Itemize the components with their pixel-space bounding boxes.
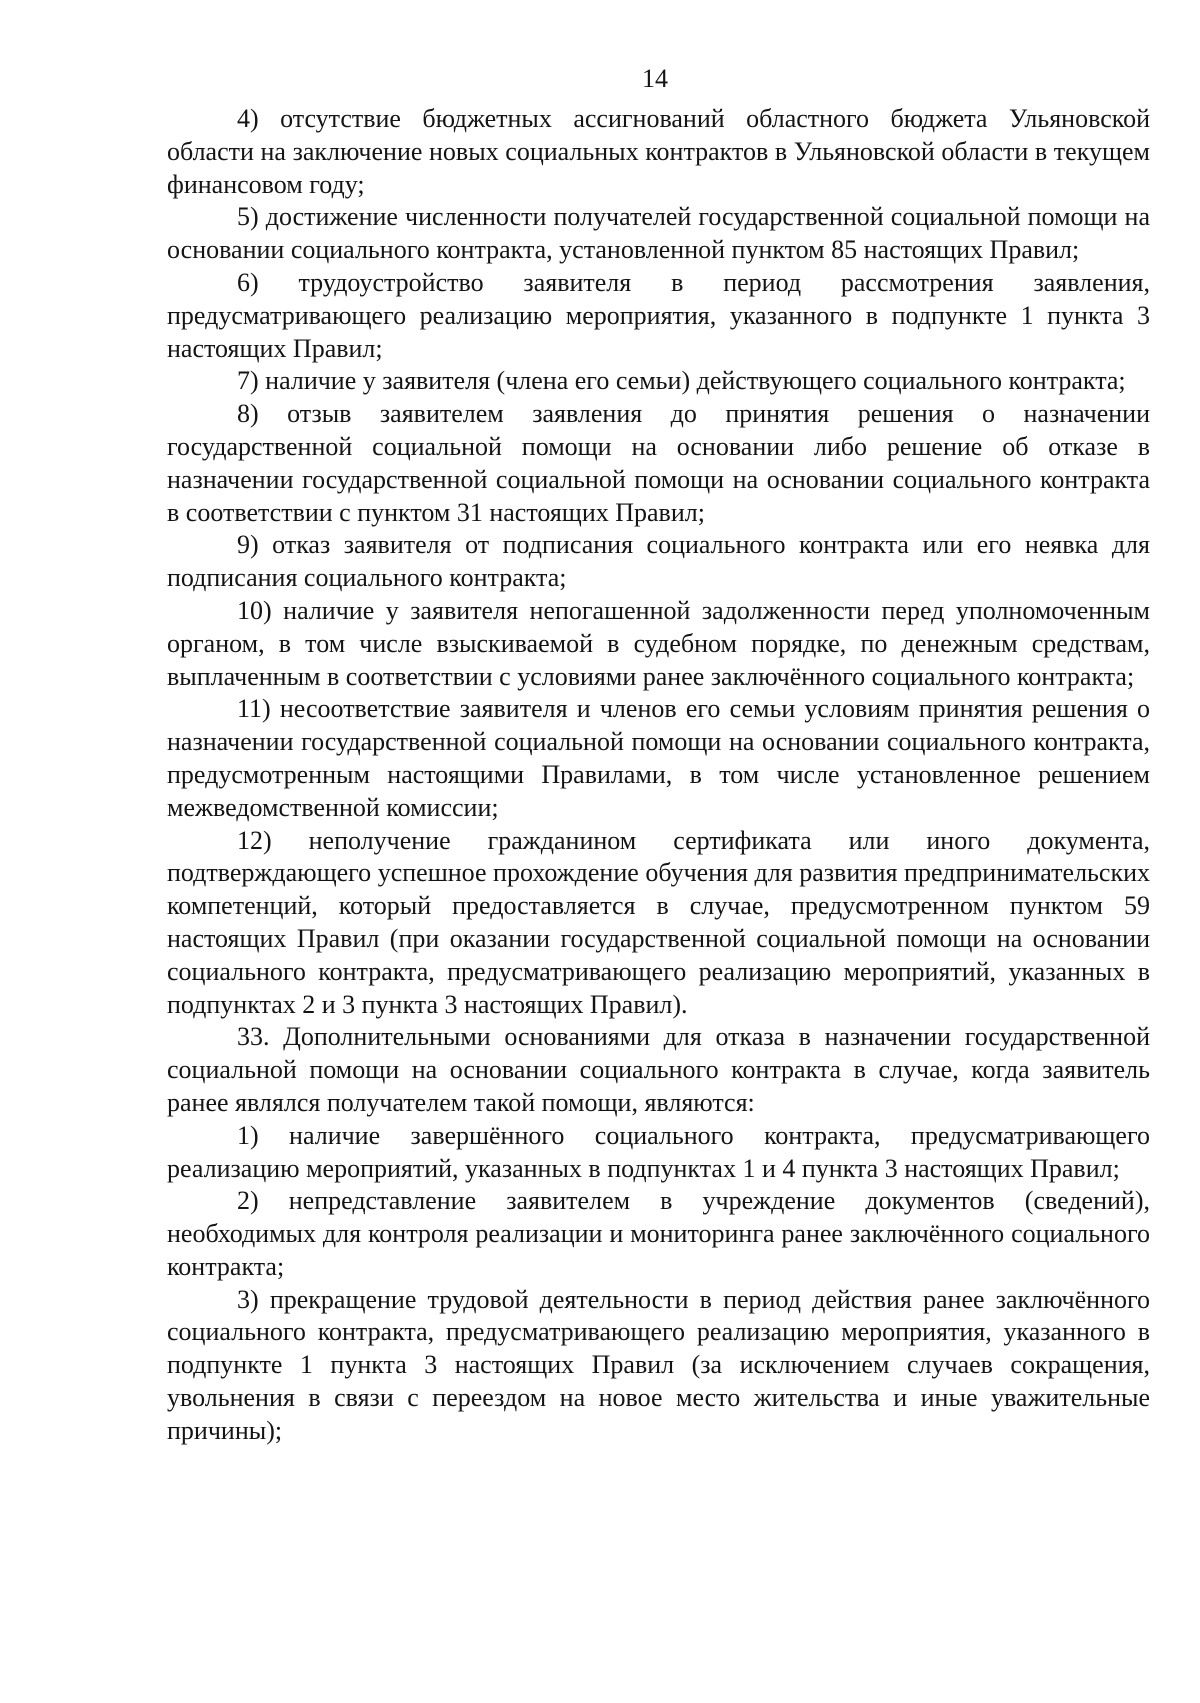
page-number: 14 — [642, 64, 668, 93]
paragraph-item-4: 4) отсутствие бюджетных ассигнований областного бюджета Ульяновской области на заключение новых социальных контрактов в Ульяновской области в текущем финансовом году; — [167, 104, 1150, 199]
paragraph-item-9: 9) отказ заявителя от подписания социального контракта или его неявка для подписания социального контракта; — [167, 530, 1150, 593]
paragraph-section-33-item-3: 3) прекращение трудовой деятельности в период действия ранее заключённого социального контракта, предусматривающего реализацию мероприятия, указанного в подпункте 1 пункта 3 настоящих Правил (за исключением случаев сокращения, увольнения в связи с переездом на новое место жительства и иные уважительные причины); — [167, 1284, 1150, 1445]
document-body — [167, 103, 1150, 1448]
paragraph-section-33-item-2: 2) непредставление заявителем в учреждение документов (сведений), необходимых для контроля реализации и мониторинга ранее заключённого социального контракта; — [167, 1186, 1150, 1281]
paragraph-item-6: 6) трудоустройство заявителя в период рассмотрения заявления, предусматривающего реализацию мероприятия, указанного в подпункте 1 пункта 3 настоящих Правил; — [167, 267, 1150, 363]
paragraph-item-8: 8) отзыв заявителем заявления до принятия решения о назначении государственной социальной помощи на основании либо решение об отказе в назначении государственной социальной помощи на основании социального контракта в соответствии с пунктом 31 настоящих Правил; — [167, 399, 1150, 527]
paragraph-section-33-item-1: 1) наличие завершённого социального контракта, предусматривающего реализацию мероприятий, указанных в подпунктах 1 и 4 пункта 3 настоящих Правил; — [167, 1120, 1150, 1183]
paragraph-item-5: 5) достижение численности получателей государственной социальной помощи на основании социального контракта, установленной пунктом 85 настоящих Правил; — [167, 202, 1150, 265]
paragraph-section-33: 33. Дополнительными основаниями для отказа в назначении государственной социальной помощи на основании социального контракта в случае, когда заявитель ранее являлся получателем такой помощи, являются: — [167, 1022, 1150, 1117]
paragraph-item-10: 10) наличие у заявителя непогашенной задолженности перед уполномоченным органом, в том числе взыскиваемой в судебном порядке, по денежным средствам, выплаченным в соответствии с условиями ранее заключённого социального контракта; — [167, 595, 1150, 691]
paragraph-item-12: 12) неполучение гражданином сертификата или иного документа, подтверждающего успешное прохождение обучения для развития предпринимательских компетенций, который предоставляется в случае, предусмотренном пунктом 59 настоящих Правил (при оказании государственной социальной помощи на основании социального контракта, предусматривающего реализацию мероприятий, указанных в подпунктах 2 и 3 пункта 3 настоящих Правил). — [167, 825, 1150, 1019]
paragraph-item-11: 11) несоответствие заявителя и членов его семьи условиям принятия решения о назначении государственной социальной помощи на основании социального контракта, предусмотренным настоящими Правилами, в том числе установленное решением межведомственной комиссии; — [167, 694, 1150, 822]
paragraph-item-7: 7) наличие у заявителя (члена его семьи) действующего социального контракта; — [237, 366, 1126, 396]
